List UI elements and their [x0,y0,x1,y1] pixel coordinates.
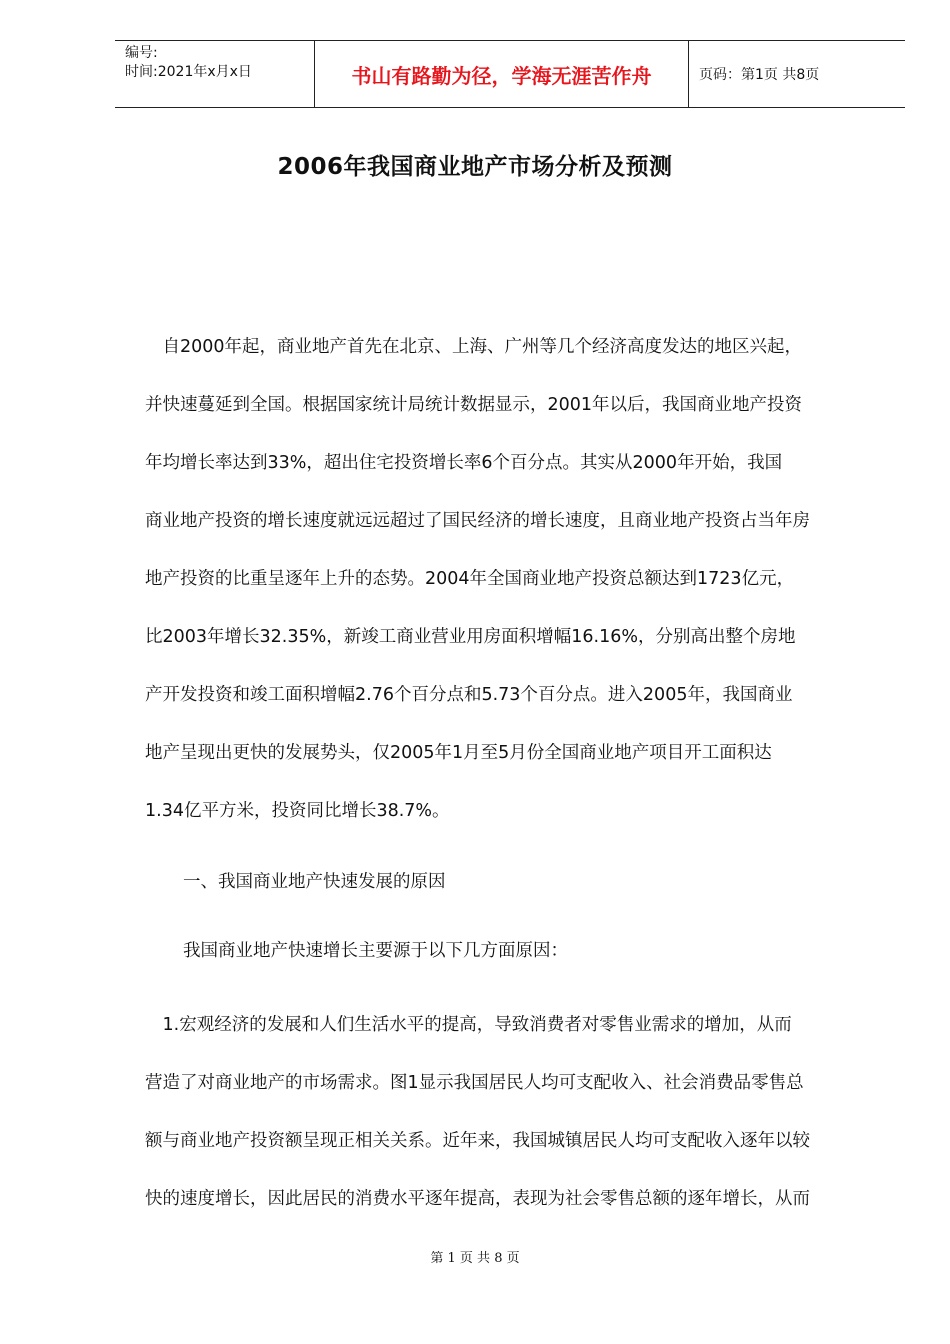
paragraph-line: 1.宏观经济的发展和人们生活水平的提高，导致消费者对零售业需求的增加，从而 [145,1015,792,1035]
point-1-paragraph [145,996,880,1228]
section-intro: 我国商业地产快速增长主要源于以下几方面原因： [183,941,568,961]
paragraph-line: 1.34亿平方米，投资同比增长38.7%。 [145,801,450,821]
header-page-label: 页码：第1页 共8页 [699,67,820,83]
paragraph-line: 地产投资的比重呈逐年上升的态势。2004年全国商业地产投资总额达到1723亿元， [145,569,795,589]
page-footer: 第 1 页 共 8 页 [430,1251,520,1266]
doc-time-label: 时间:2021年x月x日 [125,64,252,80]
header-meta-cell [115,41,315,107]
doc-number-label: 编号: [125,45,158,61]
paragraph-line: 产开发投资和竣工面积增幅2.76个百分点和5.73个百分点。进入2005年，我国商业 [145,685,793,705]
paragraph-line: 快的速度增长，因此居民的消费水平逐年提高，表现为社会零售总额的逐年增长，从而 [145,1189,810,1209]
paragraph-line: 商业地产投资的增长速度就远远超过了国民经济的增长速度，且商业地产投资占当年房 [145,511,810,531]
paragraph-line: 额与商业地产投资额呈现正相关关系。近年来，我国城镇居民人均可支配收入逐年以较 [145,1131,810,1151]
document-title: 2006年我国商业地产市场分析及预测 [277,154,673,180]
header-motto: 书山有路勤为径，学海无涯苦作舟 [315,41,689,107]
paragraph-line: 比2003年增长32.35%，新竣工商业营业用房面积增幅16.16%，分别高出整个房地 [145,627,796,647]
paragraph-line: 并快速蔓延到全国。根据国家统计局统计数据显示，2001年以后，我国商业地产投资 [145,395,803,415]
header-table [115,40,905,108]
paragraph-line: 年均增长率达到33%，超出住宅投资增长率6个百分点。其实从2000年开始，我国 [145,453,783,473]
section-heading: 一、我国商业地产快速发展的原因 [183,872,446,892]
intro-paragraph [145,318,880,840]
paragraph-line: 地产呈现出更快的发展势头，仅2005年1月至5月份全国商业地产项目开工面积达 [145,743,772,763]
paragraph-line: 营造了对商业地产的市场需求。图1显示我国居民人均可支配收入、社会消费品零售总 [145,1073,804,1093]
paragraph-line: 自2000年起，商业地产首先在北京、上海、广州等几个经济高度发达的地区兴起， [145,337,803,357]
